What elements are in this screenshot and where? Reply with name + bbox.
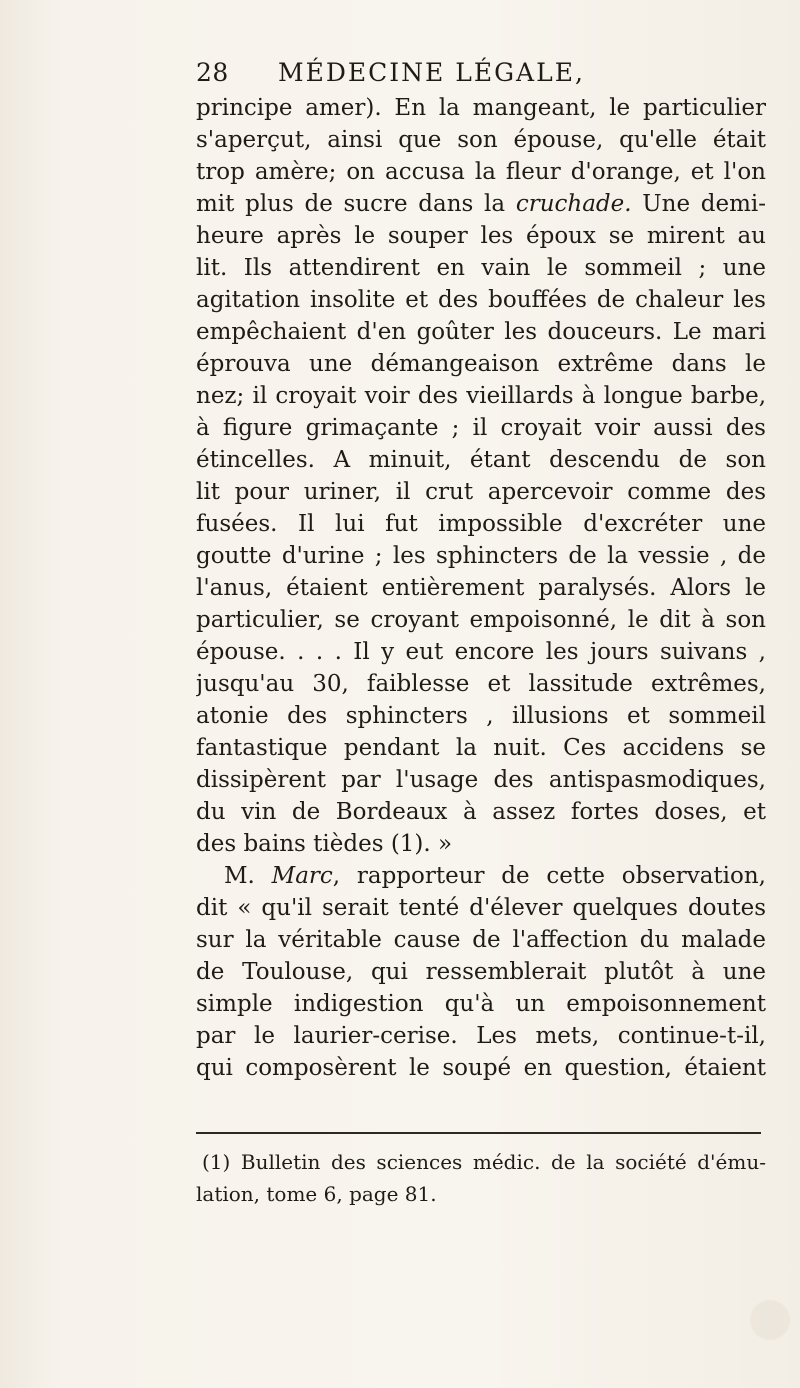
paper-stain bbox=[750, 1300, 790, 1340]
text-line: dit « qu'il serait tenté d'élever quelques doutes bbox=[196, 895, 766, 921]
text-line: éprouva une démangeaison extrême dans le bbox=[196, 351, 766, 377]
italic-name-marc: Marc bbox=[271, 863, 333, 889]
text-line: fusées. Il lui fut impossible d'excréter une bbox=[196, 511, 766, 537]
text-line: trop amère; on accusa la fleur d'orange, et l'on bbox=[196, 159, 766, 185]
text-fragment: Une demi- bbox=[631, 191, 766, 217]
text-line: des bains tièdes (1). » bbox=[196, 831, 453, 857]
text-line: simple indigestion qu'à un empoisonnement bbox=[196, 991, 766, 1017]
text-line: s'aperçut, ainsi que son épouse, qu'elle était bbox=[196, 127, 766, 153]
text-line: à figure grimaçante ; il croyait voir aussi des bbox=[196, 415, 766, 441]
text-fragment: mit plus de sucre dans la bbox=[196, 191, 506, 217]
text-line: dissipèrent par l'usage des antispasmodiques, bbox=[196, 767, 766, 793]
text-line: du vin de Bordeaux à assez fortes doses, et bbox=[196, 799, 766, 825]
footnote-line: (1) Bulletin des sciences médic. de la société d'ému- bbox=[202, 1150, 766, 1174]
text-line: étincelles. A minuit, étant descendu de son bbox=[196, 447, 766, 473]
text-line: particulier, se croyant empoisonné, le dit à son bbox=[196, 607, 766, 633]
text-line: principe amer). En la mangeant, le particulier bbox=[196, 95, 766, 121]
text-line: l'anus, étaient entièrement paralysés. Alors le bbox=[196, 575, 766, 601]
text-line-with-italic bbox=[196, 860, 766, 892]
text-fragment: , rapporteur de cette observation, bbox=[332, 863, 766, 889]
text-line: jusqu'au 30, faiblesse et lassitude extrêmes, bbox=[196, 671, 766, 697]
text-line: nez; il croyait voir des vieillards à longue barbe, bbox=[196, 383, 766, 409]
body-text bbox=[196, 92, 766, 1084]
footnote bbox=[196, 1146, 766, 1210]
text-line: heure après le souper les époux se mirent au bbox=[196, 223, 766, 249]
text-fragment: M. bbox=[224, 863, 255, 889]
text-line: qui composèrent le soupé en question, étaient bbox=[196, 1055, 766, 1081]
text-line: agitation insolite et des bouffées de chaleur les bbox=[196, 287, 766, 313]
text-line: lit. Ils attendirent en vain le sommeil ; une bbox=[196, 255, 766, 281]
text-line: lit pour uriner, il crut apercevoir comme des bbox=[196, 479, 766, 505]
text-line: empêchaient d'en goûter les douceurs. Le mari bbox=[196, 319, 766, 345]
text-line: de Toulouse, qui ressemblerait plutôt à une bbox=[196, 959, 766, 985]
running-title: MÉDECINE LÉGALE, bbox=[278, 58, 585, 87]
page-number: 28 bbox=[196, 58, 229, 87]
text-line: par le laurier-cerise. Les mets, continue-t-il, bbox=[196, 1023, 766, 1049]
footnote-line: lation, tome 6, page 81. bbox=[196, 1182, 437, 1206]
text-line: atonie des sphincters , illusions et sommeil bbox=[196, 703, 766, 729]
text-line: fantastique pendant la nuit. Ces accidens se bbox=[196, 735, 766, 761]
text-line: sur la véritable cause de l'affection du malade bbox=[196, 927, 766, 953]
text-line: épouse. . . . Il y eut encore les jours suivans , bbox=[196, 639, 766, 665]
italic-word-cruchade: cruchade. bbox=[515, 191, 632, 217]
footnote-rule bbox=[196, 1132, 761, 1134]
text-line: goutte d'urine ; les sphincters de la vessie , de bbox=[196, 543, 766, 569]
text-line-with-italic bbox=[196, 188, 766, 220]
